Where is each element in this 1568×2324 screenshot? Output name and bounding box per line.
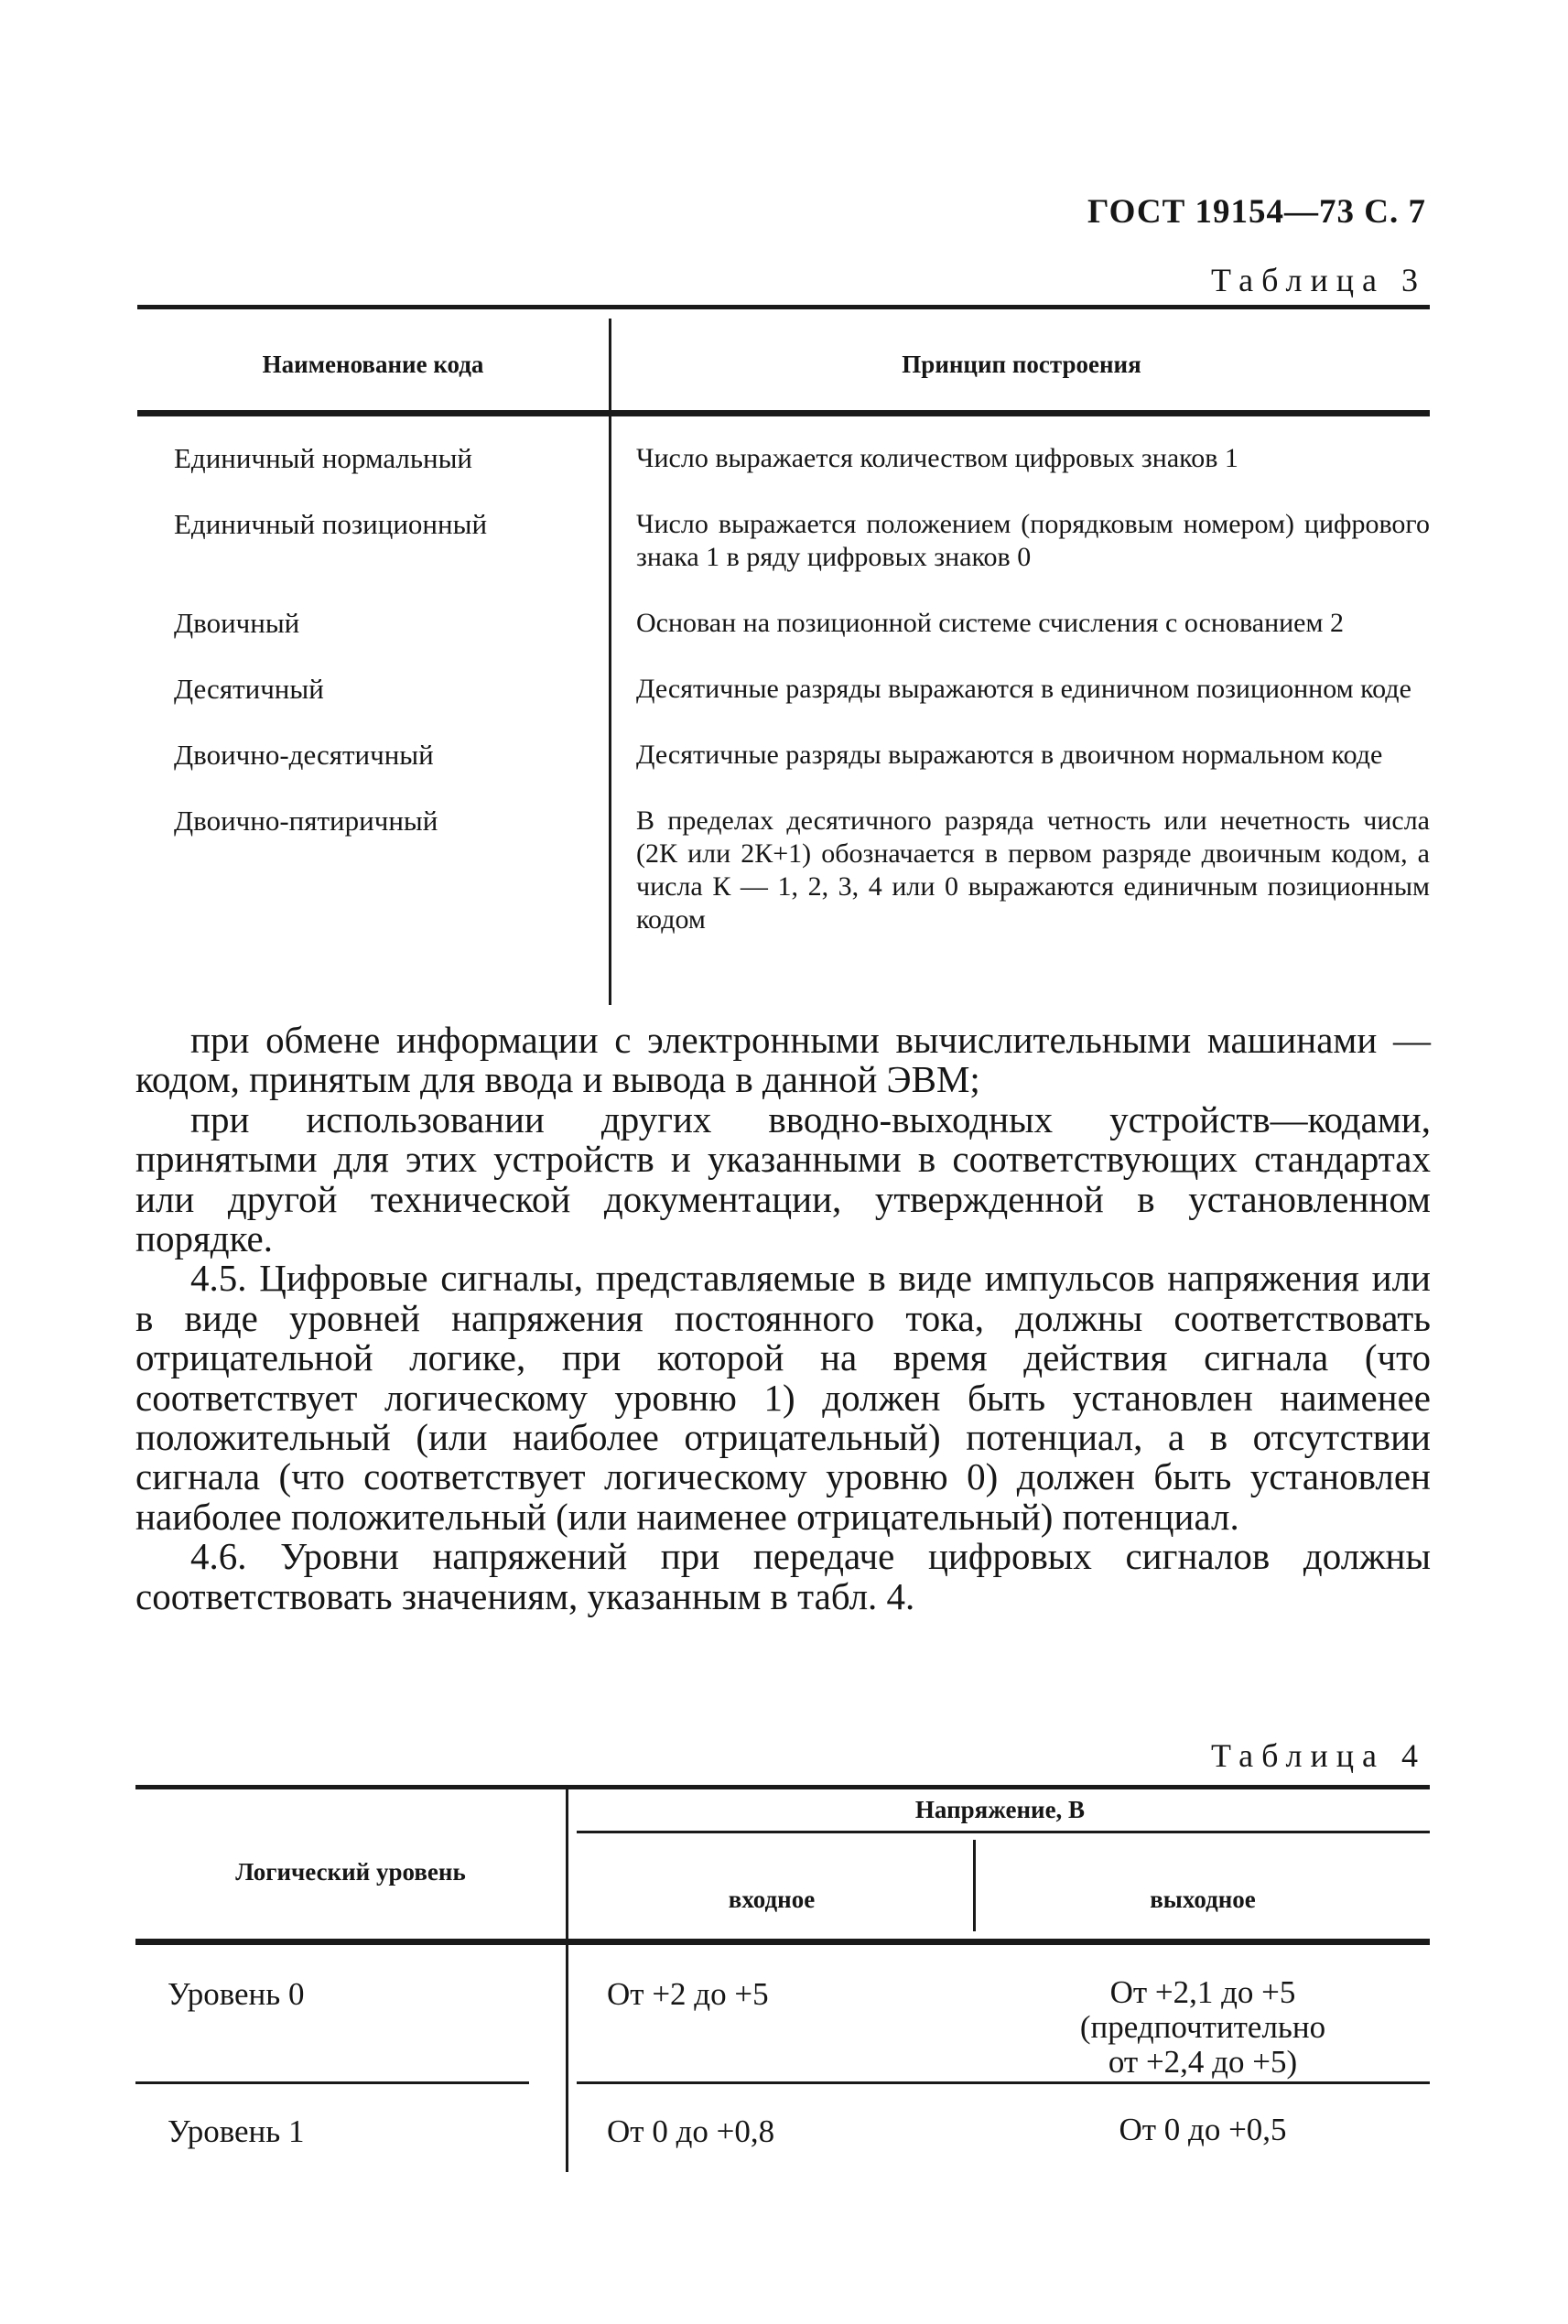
paragraph: при использовании других вводно-выходных устройств—кодами, принятыми для этих устройств и указанными в соответствующих стандартах или другой технической документации, утвержденной в установленном порядке.: [135, 1097, 1431, 1260]
table4-header-output: выходное: [1150, 1886, 1256, 1913]
table3-row-desc: Десятичные разряды выражаются в единичном позиционном коде: [636, 674, 1411, 704]
table4-output-line: от +2,4 до +5): [1108, 2044, 1298, 2080]
table4-header-input: входное: [728, 1886, 816, 1913]
table3-row-name: Двоичный: [174, 607, 300, 639]
table4-input-cell: От +2 до +5: [607, 1976, 769, 2012]
table4-header-level: Логический уровень: [235, 1858, 466, 1886]
table3-row-desc: Десятичные разряды выражаются в двоичном нормальном коде: [636, 740, 1383, 770]
page-header: ГОСТ 19154—73 С. 7: [1087, 193, 1426, 231]
table-4: [135, 1785, 1430, 2169]
table4-output-cell: [976, 1975, 1430, 2080]
table4-input-cell: От 0 до +0,8: [607, 2113, 775, 2149]
table3-row-desc: Число выражается количеством цифровых знаков 1: [636, 443, 1238, 473]
table4-level-cell: Уровень 0: [168, 1976, 305, 2012]
table4-row-separator: [135, 2081, 529, 2084]
table4-caption: Таблица 4: [1211, 1737, 1426, 1774]
table3-row-name: Десятичный: [174, 673, 324, 705]
body-text: [135, 1021, 1431, 1616]
table3-row-desc: Число выражается положением (порядковым номером) цифрового знака 1 в ряду цифровых знаков 0: [636, 509, 1430, 572]
table3-header-rule: [137, 410, 1430, 416]
table4-top-rule: [135, 1785, 1430, 1789]
table4-header-voltage: Напряжение, В: [914, 1796, 1086, 1823]
table3-header-principle: Принцип построения: [902, 351, 1141, 378]
table4-header-rule: [135, 1939, 1430, 1945]
table4-level-cell: Уровень 1: [168, 2113, 305, 2149]
table4-column-divider: [566, 1789, 568, 2172]
table4-output-line: (предпочтительно: [1079, 2009, 1326, 2045]
table3-row-name: Двоично-десятичный: [174, 739, 434, 771]
table3-row-desc: В пределах десятичного разряда четность или нечетность числа (2К или 2К+1) обозначается в первом разряде двоичным кодом, а числа К — 1, 2, 3, 4 или 0 выражаются единичным позиционным кодом: [636, 805, 1430, 935]
table-3: [137, 305, 1430, 1010]
table4-output-cell: От 0 до +0,5: [1119, 2112, 1287, 2147]
table3-row-name: Единичный нормальный: [174, 442, 472, 474]
table4-output-line: От +2,1 до +5: [1109, 1974, 1296, 2010]
table4-voltage-rule: [577, 1831, 1430, 1833]
table3-row-desc: Основан на позиционной системе счисления с основанием 2: [636, 608, 1344, 638]
paragraph: 4.5. Цифровые сигналы, представляемые в виде импульсов напряжения или в виде уровней напряжения постоянного тока, должны соответствовать отрицательной логике, при которой на время действия сигнала (что соответствует логическому уровню 1) должен быть установлен наименее положительный (или наиболее отрицательный) потенциал, а в отсутствии сигнала (что соответствует логическому уровню 0) должен быть установлен наиболее положительный (или наименее отрицательный) потенциал.: [135, 1257, 1431, 1538]
paragraph: при обмене информации с электронными вычислительными машинами — кодом, принятым для ввода и вывода в данной ЭВМ;: [135, 1019, 1431, 1101]
table4-row-separator: [577, 2081, 1430, 2084]
table3-top-rule: [137, 305, 1430, 309]
paragraph: 4.6. Уровни напряжений при передаче цифровых сигналов должны соответствовать значениям, указанным в табл. 4.: [135, 1535, 1431, 1617]
table3-caption: Таблица 3: [1211, 262, 1426, 298]
table3-row-name: Двоично-пятиричный: [174, 805, 438, 837]
table3-row-name: Единичный позиционный: [174, 508, 488, 540]
table3-column-divider: [609, 319, 611, 1005]
table3-header-name: Наименование кода: [262, 351, 484, 378]
